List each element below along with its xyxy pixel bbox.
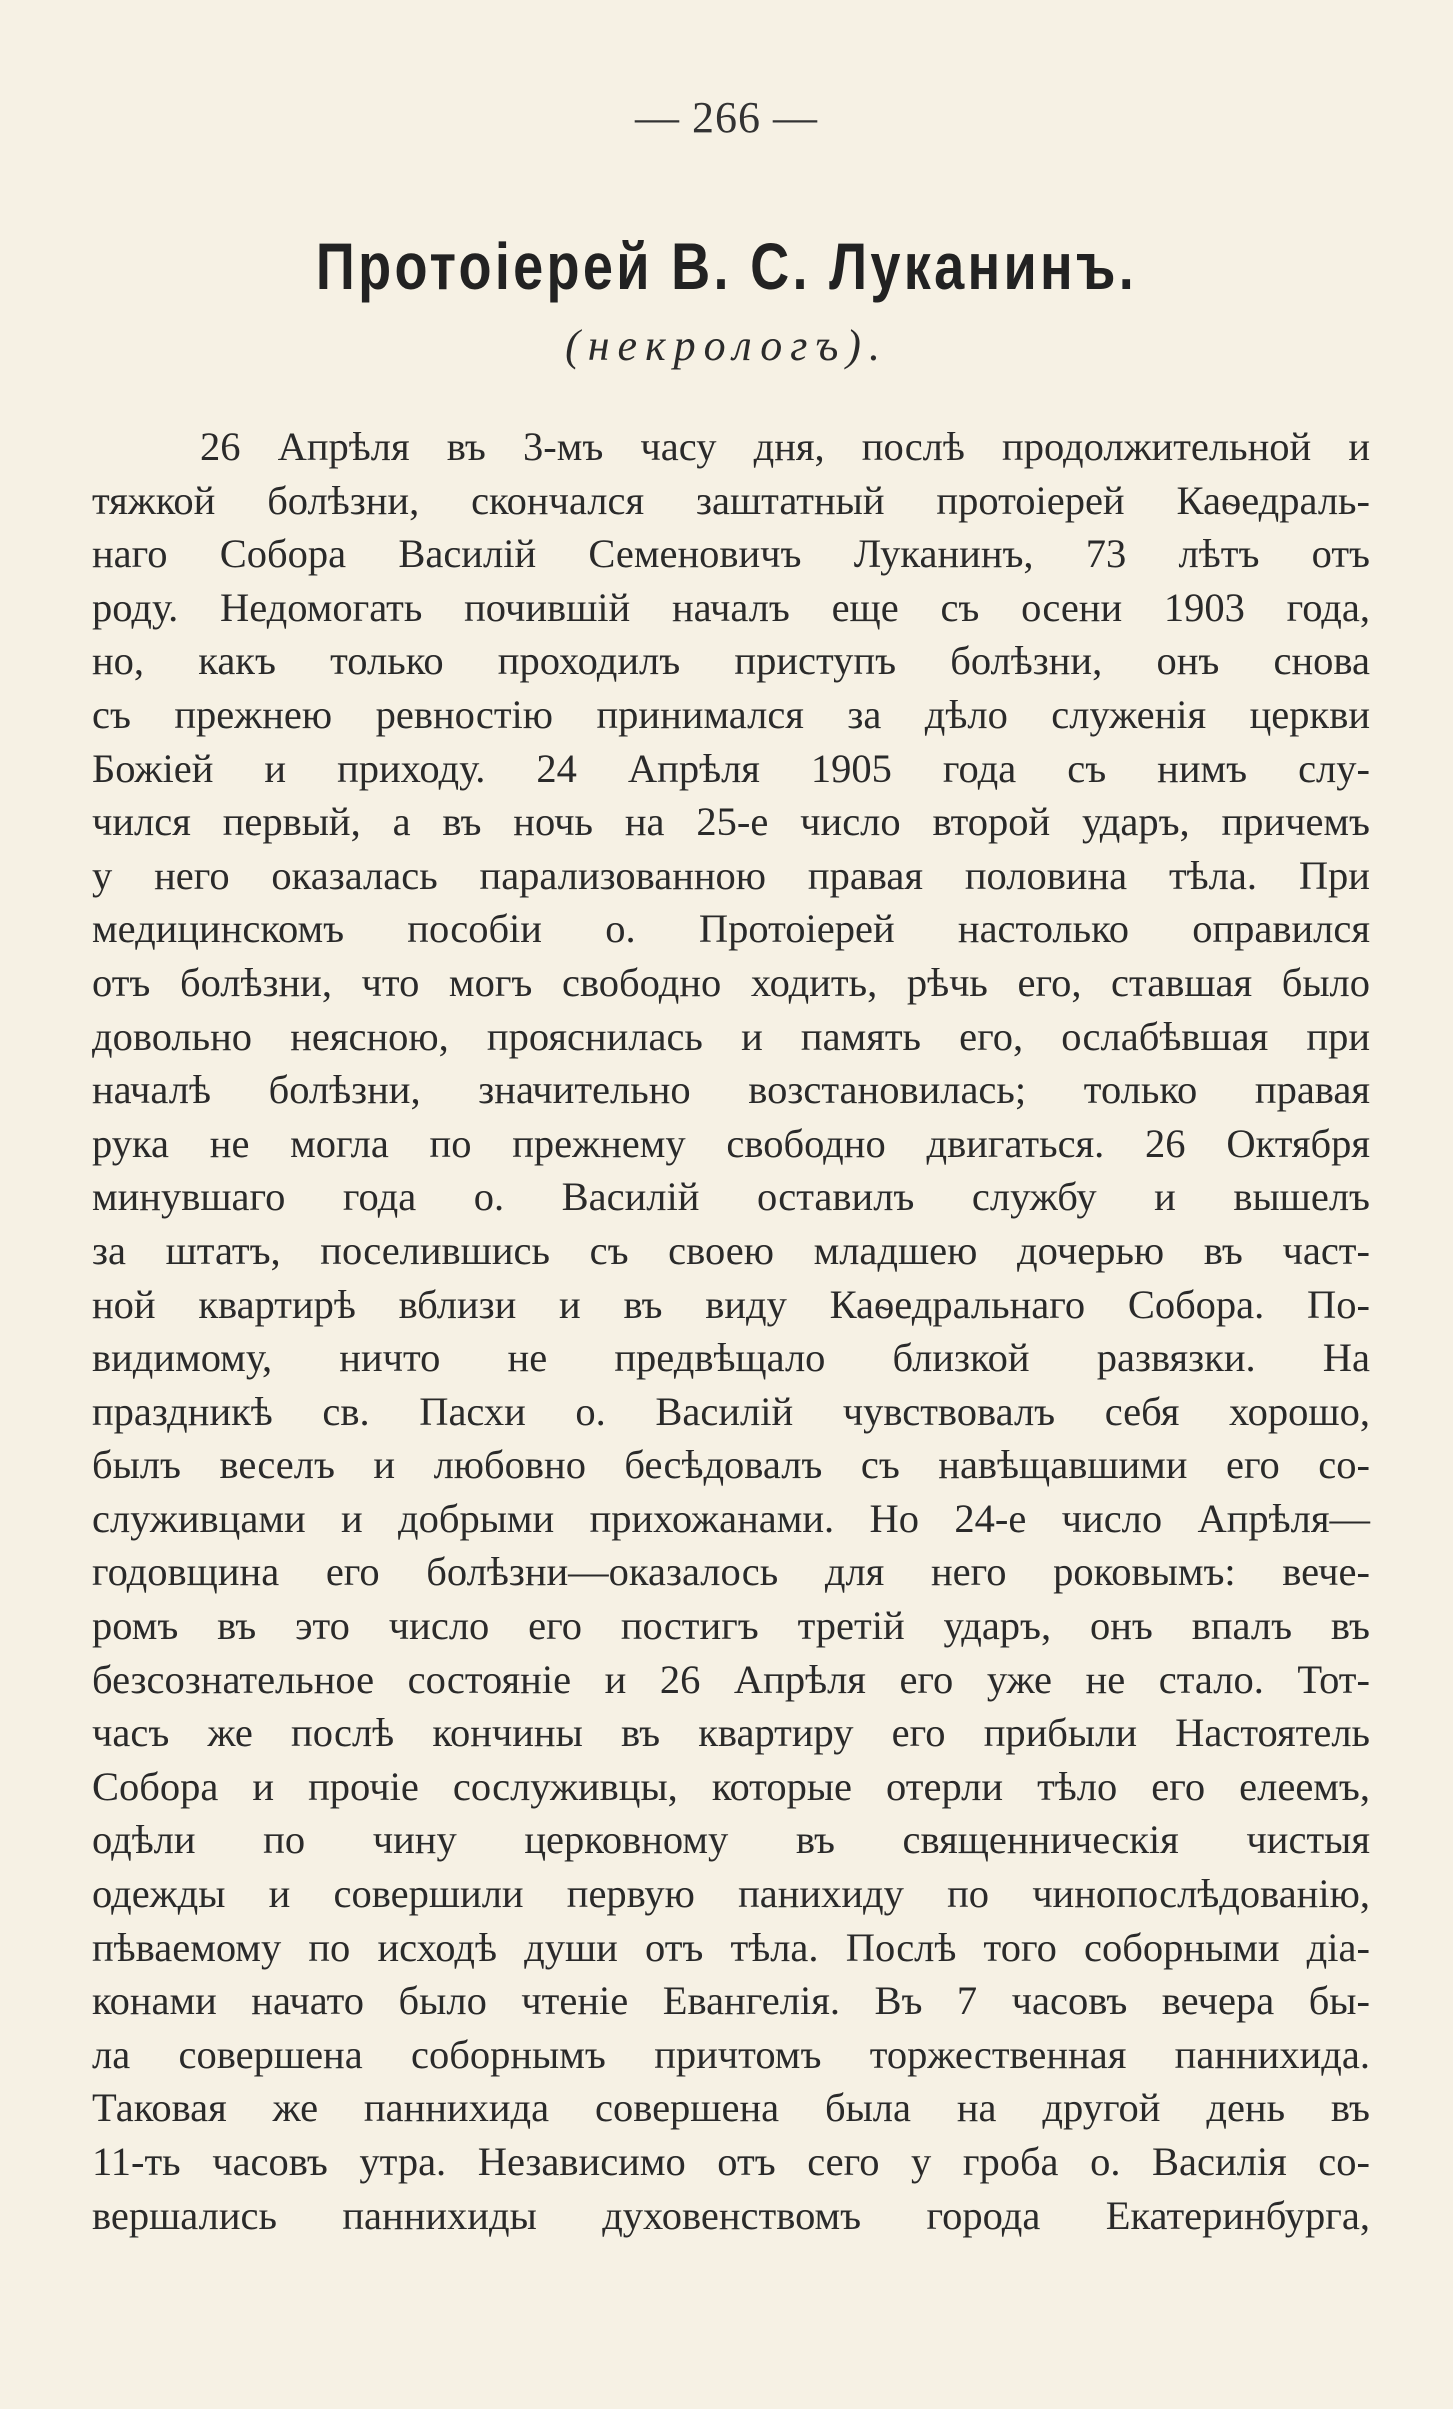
text-line: 11-ть часовъ утра. Независимо отъ сего у гроба о. Василія со- bbox=[92, 2139, 1370, 2184]
text-line: одежды и совершили первую панихиду по чинопослѣдованію, bbox=[92, 1871, 1370, 1917]
text-line: одѣли по чину церковному въ священническія чистыя bbox=[92, 1817, 1370, 1863]
text-line: но, какъ только проходилъ приступъ болѣзни, онъ снова bbox=[92, 638, 1370, 684]
text-line: чился первый, а въ ночь на 25-е число второй ударъ, причемъ bbox=[92, 799, 1370, 845]
text-line: годовщина его болѣзни—оказалось для него роковымъ: вече- bbox=[92, 1549, 1370, 1595]
text-line: минувшаго года о. Василій оставилъ службу и вышелъ bbox=[92, 1174, 1370, 1220]
text-line: довольно неясною, прояснилась и память его, ослабѣвшая при bbox=[92, 1013, 1370, 1059]
text-line: тяжкой болѣзни, скончался заштатный протоіерей Каѳедраль- bbox=[92, 477, 1370, 523]
text-line: ной квартирѣ вблизи и въ виду Каѳедральнаго Собора. По- bbox=[92, 1281, 1370, 1327]
text-line: праздникѣ св. Пасхи о. Василій чувствовалъ себя хорошо, bbox=[92, 1388, 1370, 1434]
text-line: началѣ болѣзни, значительно возстановилась; только правая bbox=[92, 1067, 1370, 1113]
article-subtitle: (некрологъ). bbox=[565, 321, 888, 370]
text-line: конами начато было чтеніе Евангелія. Въ 7 часовъ вечера бы- bbox=[92, 1978, 1370, 2024]
text-line: безсознательное состояніе и 26 Апрѣля его уже не стало. Тот- bbox=[92, 1656, 1370, 1702]
text-line: пѣваемому по исходѣ души отъ тѣла. Послѣ того соборными діа- bbox=[92, 1924, 1370, 1970]
text-line: съ прежнею ревностію принимался за дѣло служенія церкви bbox=[92, 691, 1370, 737]
text-line: часъ же послѣ кончины въ квартиру его прибыли Настоятель bbox=[92, 1710, 1370, 1756]
text-line: за штатъ, поселившись съ своею младшею дочерью въ част- bbox=[92, 1227, 1370, 1273]
text-line: видимому, ничто не предвѣщало близкой развязки. На bbox=[92, 1335, 1370, 1381]
text-line: роду. Недомогать почившій началъ еще съ осени 1903 года, bbox=[92, 584, 1370, 630]
text-line: Божіей и приходу. 24 Апрѣля 1905 года съ нимъ слу- bbox=[92, 745, 1370, 791]
text-line: былъ веселъ и любовно бесѣдовалъ съ навѣщавшими его со- bbox=[92, 1442, 1370, 1488]
text-line: 26 Апрѣля въ 3-мъ часу дня, послѣ продолжительной и bbox=[200, 424, 1370, 469]
text-line: Собора и прочіе сослуживцы, которые отерли тѣло его елеемъ, bbox=[92, 1763, 1370, 1809]
text-line: вершались паннихиды духовенствомъ города Екатеринбурга, bbox=[92, 2192, 1370, 2238]
text-line: рука не могла по прежнему свободно двигаться. 26 Октября bbox=[92, 1120, 1370, 1166]
article-title: Протоіерей В. С. Луканинъ. bbox=[315, 229, 1138, 303]
text-line: служивцами и добрыми прихожанами. Но 24-е число Апрѣля— bbox=[92, 1495, 1370, 1541]
text-line: ла совершена соборнымъ причтомъ торжественная паннихида. bbox=[92, 2031, 1370, 2077]
text-line: наго Собора Василій Семеновичъ Луканинъ, 73 лѣтъ отъ bbox=[92, 531, 1370, 577]
text-line: у него оказалась парализованною правая половина тѣла. При bbox=[92, 852, 1370, 898]
text-line: ромъ въ это число его постигъ третій ударъ, онъ впалъ въ bbox=[92, 1603, 1370, 1649]
text-line: отъ болѣзни, что могъ свободно ходить, рѣчь его, ставшая было bbox=[92, 959, 1370, 1005]
text-line: медицинскомъ пособіи о. Протоіерей настолько оправился bbox=[92, 906, 1370, 952]
page-number: — 266 — bbox=[635, 93, 818, 142]
article-body bbox=[92, 420, 1370, 2242]
text-line: Таковая же паннихида совершена была на другой день въ bbox=[92, 2085, 1370, 2131]
